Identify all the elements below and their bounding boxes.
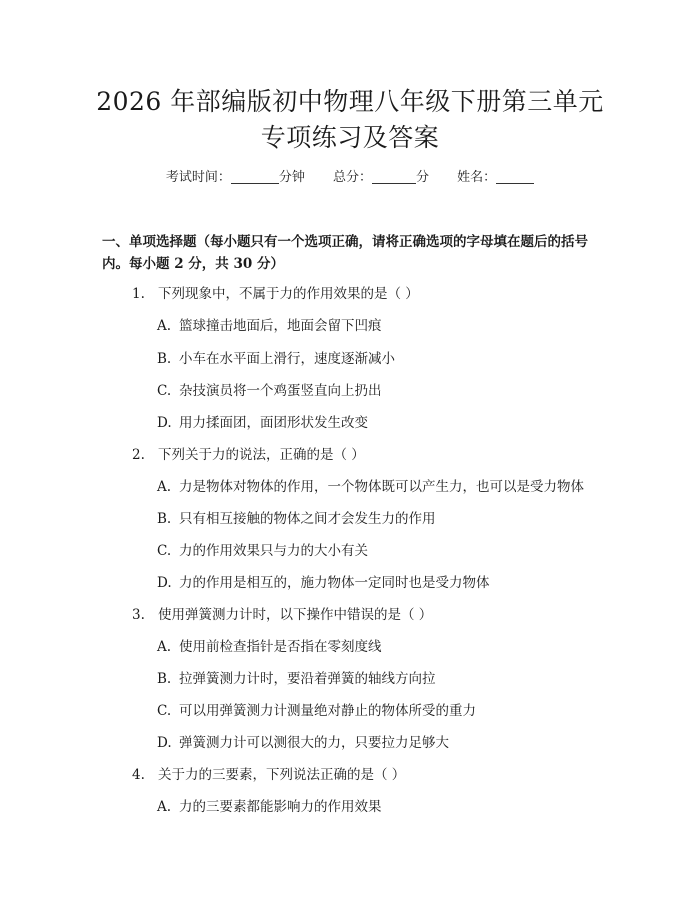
question-3 <box>132 605 432 625</box>
student-name-blank <box>496 169 534 184</box>
option-text: 力的作用效果只与力的大小有关 <box>179 543 368 559</box>
option-text: 只有相互接触的物体之间才会发生力的作用 <box>179 511 436 527</box>
option-text: 拉弹簧测力计时，要沿着弹簧的轴线方向拉 <box>179 671 436 687</box>
question-text: 下列现象中，不属于力的作用效果的是（ ） <box>158 286 419 302</box>
option-2a <box>157 477 584 497</box>
exam-info-line <box>0 168 700 188</box>
option-1b <box>157 349 395 369</box>
option-letter: C. <box>157 703 172 719</box>
total-score-blank <box>372 169 416 184</box>
option-3a <box>157 637 382 657</box>
student-name-field <box>457 168 534 188</box>
question-4 <box>132 765 405 785</box>
exam-time-label: 考试时间： <box>165 170 231 185</box>
option-letter: A. <box>157 799 172 815</box>
option-text: 小车在水平面上滑行，速度逐渐减小 <box>179 351 395 367</box>
option-1d <box>157 413 368 433</box>
total-score-unit: 分 <box>416 170 430 185</box>
question-text: 使用弹簧测力计时，以下操作中错误的是（ ） <box>158 607 433 623</box>
question-text: 关于力的三要素，下列说法正确的是（ ） <box>158 767 406 783</box>
option-text: 力的作用是相互的，施力物体一定同时也是受力物体 <box>179 575 490 591</box>
exam-time-field <box>166 168 305 188</box>
option-2d <box>157 573 490 593</box>
option-text: 篮球撞击地面后，地面会留下凹痕 <box>179 318 382 334</box>
question-number: 1. <box>132 286 145 302</box>
question-number: 3. <box>132 607 145 623</box>
document-title-line1: 2026 年部编版初中物理八年级下册第三单元 <box>96 87 604 116</box>
option-letter: A. <box>157 639 172 655</box>
question-number: 2. <box>132 447 145 463</box>
option-text: 杂技演员将一个鸡蛋竖直向上扔出 <box>179 383 382 399</box>
total-score-label: 总分： <box>332 170 372 185</box>
option-letter: D. <box>157 575 172 591</box>
document-title-line2: 专项练习及答案 <box>260 123 440 152</box>
option-2b <box>157 509 436 529</box>
option-2c <box>157 541 368 561</box>
option-letter: A. <box>157 318 172 334</box>
option-4a <box>157 797 382 817</box>
total-score-field <box>333 168 429 188</box>
question-1 <box>132 284 419 304</box>
section-heading: 一、单项选择题（每小题只有一个选项正确，请将正确选项的字母填在题后的括号内。每小题 2 分，共 30 分） <box>102 234 588 272</box>
question-2 <box>132 445 365 465</box>
option-1a <box>157 316 382 336</box>
option-3b <box>157 669 436 689</box>
option-letter: C. <box>157 383 172 399</box>
option-text: 用力揉面团，面团形状发生改变 <box>179 415 368 431</box>
option-text: 可以用弹簧测力计测量绝对静止的物体所受的重力 <box>179 703 476 719</box>
option-3c <box>157 701 476 721</box>
option-3d <box>157 733 449 753</box>
exam-time-blank <box>231 169 279 184</box>
question-number: 4. <box>132 767 145 783</box>
option-letter: B. <box>157 511 172 527</box>
option-letter: A. <box>157 479 172 495</box>
option-text: 弹簧测力计可以测很大的力，只要拉力足够大 <box>179 735 449 751</box>
option-letter: D. <box>157 415 172 431</box>
option-letter: B. <box>157 671 172 687</box>
option-letter: C. <box>157 543 172 559</box>
option-1c <box>157 381 382 401</box>
student-name-label: 姓名： <box>457 170 497 185</box>
question-text: 下列关于力的说法，正确的是（ ） <box>158 447 365 463</box>
option-text: 力的三要素都能影响力的作用效果 <box>179 799 382 815</box>
option-text: 使用前检查指针是否指在零刻度线 <box>179 639 382 655</box>
option-letter: B. <box>157 351 172 367</box>
exam-time-unit: 分钟 <box>278 170 305 185</box>
option-letter: D. <box>157 735 172 751</box>
option-text: 力是物体对物体的作用，一个物体既可以产生力，也可以是受力物体 <box>179 479 584 495</box>
